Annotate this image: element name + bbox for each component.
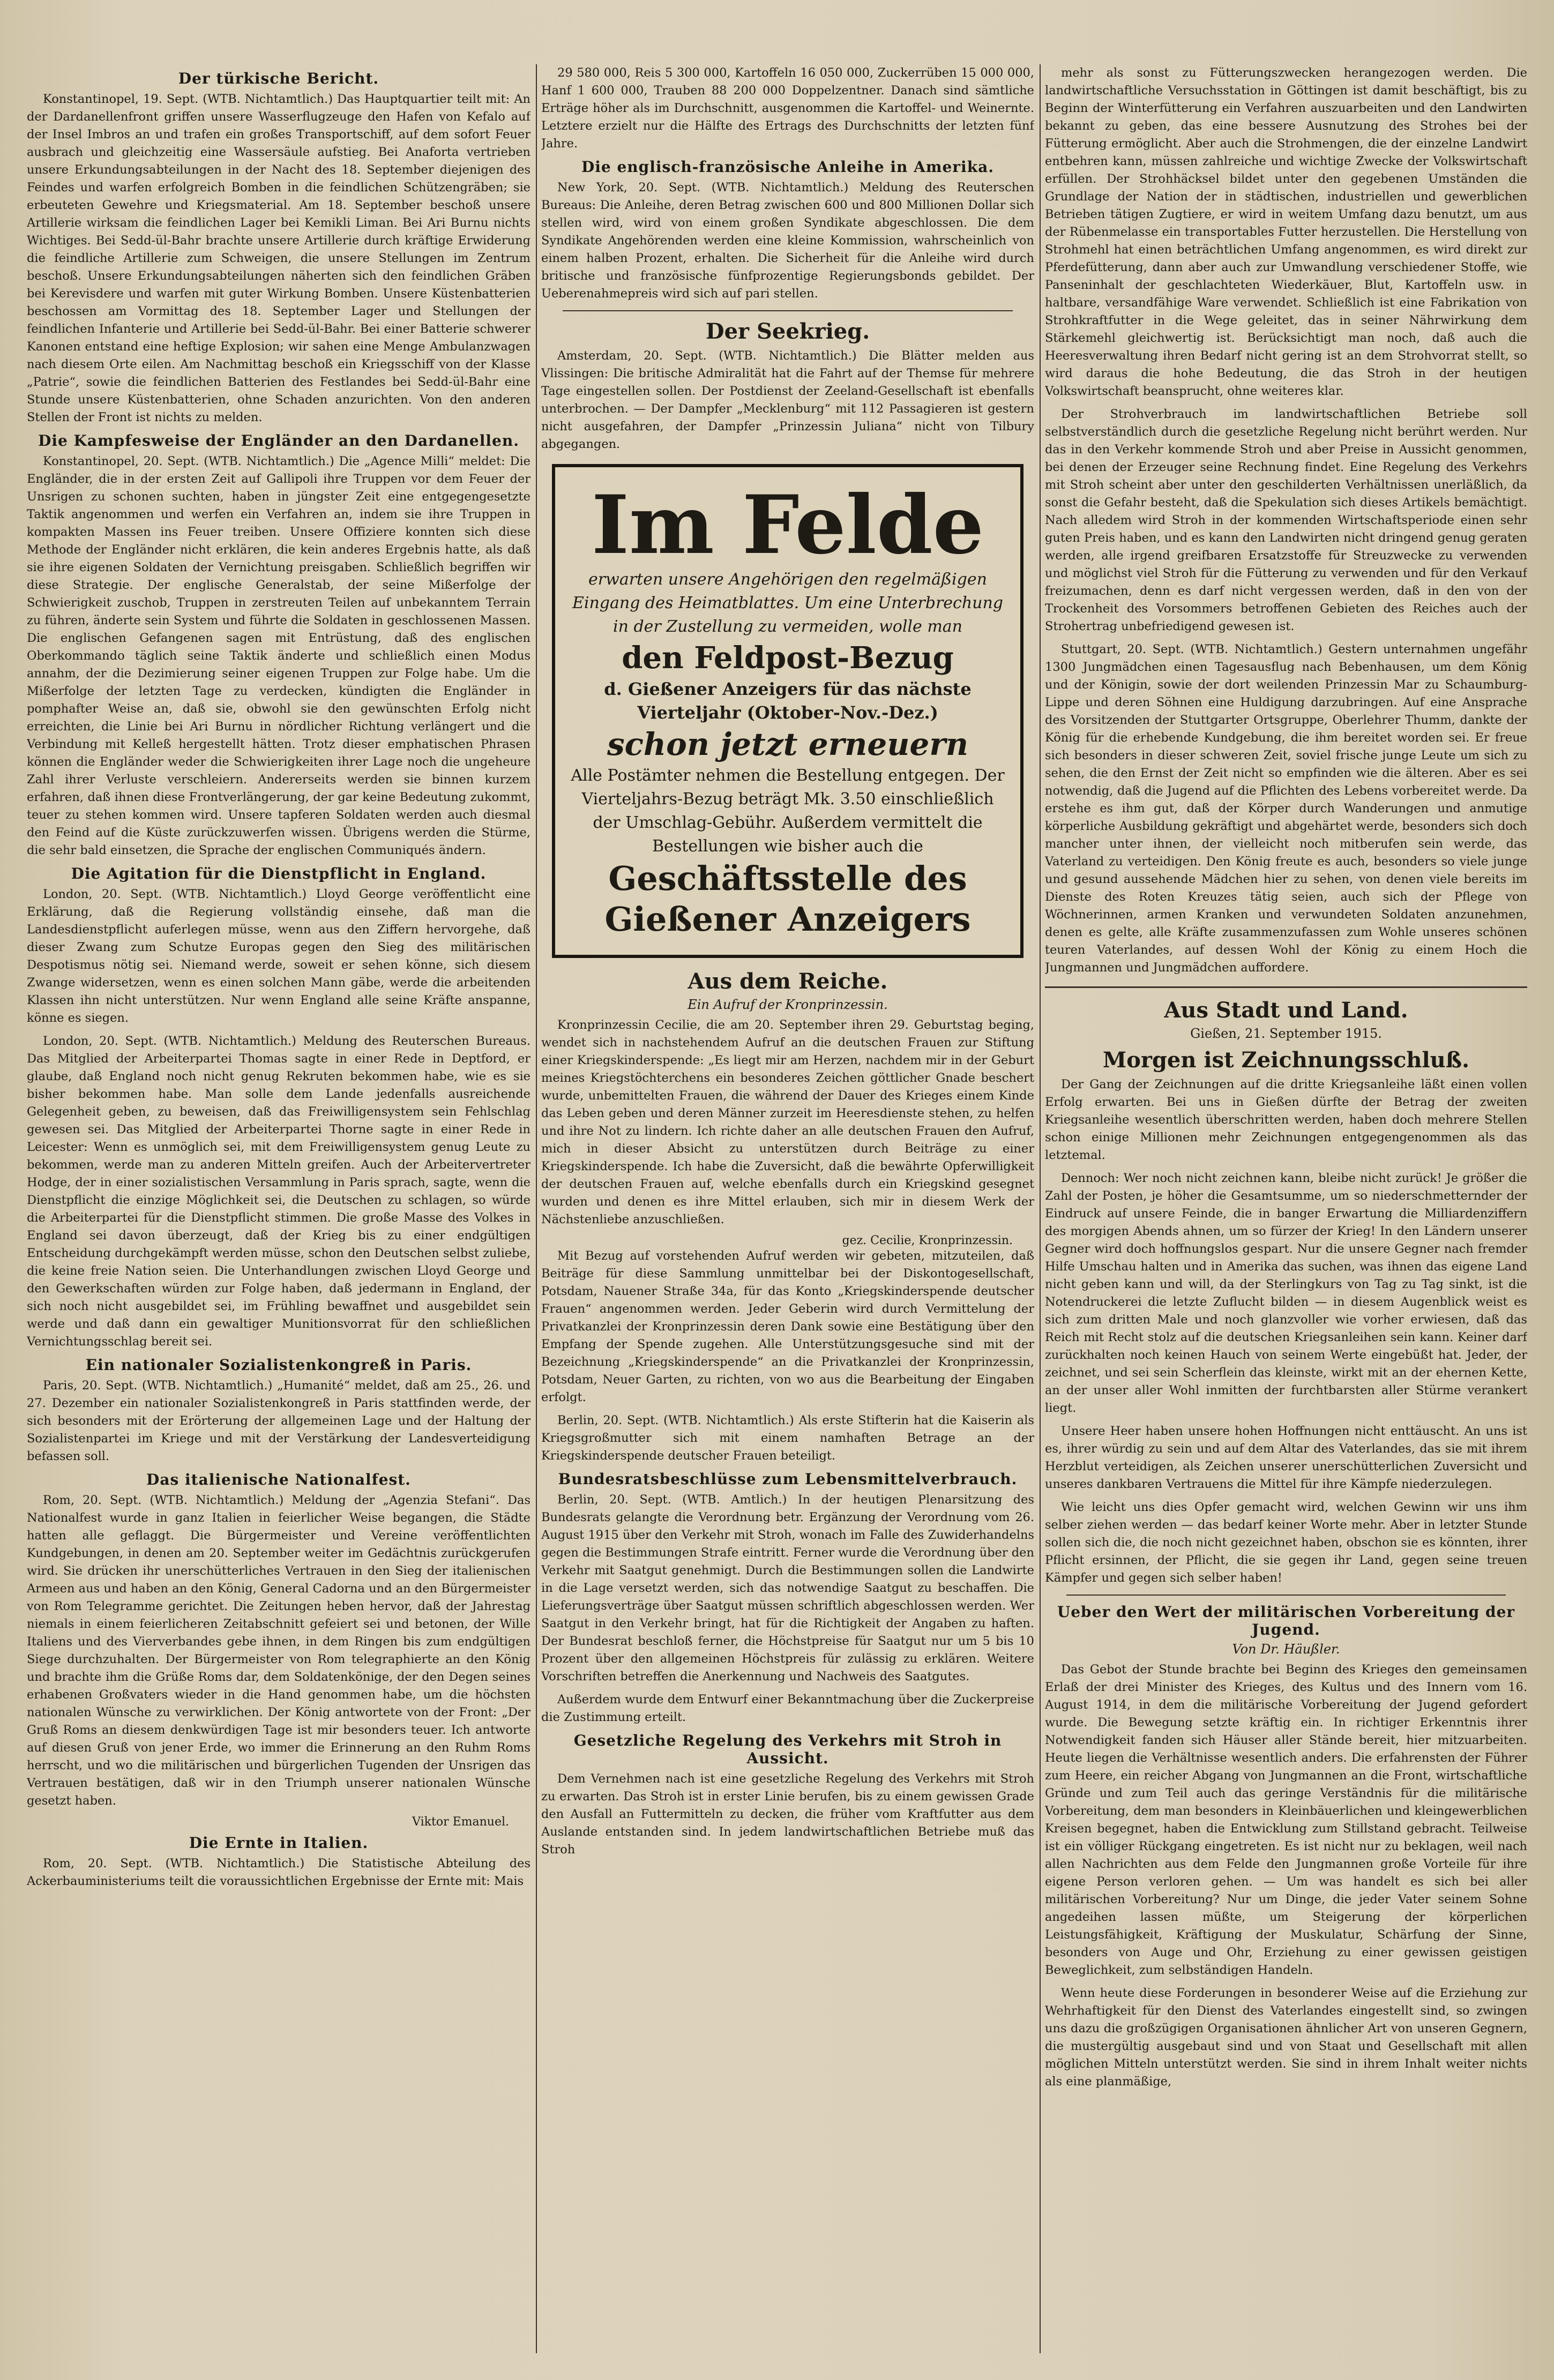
heading-ernte-italien: Die Ernte in Italien. (189, 1834, 369, 1852)
column-rule (1040, 64, 1041, 2353)
heading-vorbereitung-jugend: Ueber den Wert der militärischen Vorbereitung der Jugend. (1057, 1603, 1515, 1638)
ad-text: erwarten unsere Angehörigen den regelmäßigen Eingang des Heimatblattes. Um eine Unterbrechung in der Zustellung zu vermeiden, wolle man (572, 570, 1004, 636)
article-text: London, 20. Sept. (WTB. Nichtamtlich.) Meldung des Reuterschen Bureaus. Das Mitglied der Arbeiterpartei Thomas sagte in einer Rede in Deptford, er glaube, daß England noch nicht genug Rekruten bekommen habe, wie es sie bisher bekommen habe. Man solle dem Lande jedenfalls ausreichende Gelegenheit geben, zu beweisen, daß das Freiwilligensystem sein Fehlschlag gewesen sei. Das Mitglied der Arbeiterpartei Thorne sagte in einer Rede in Leicester: Wenn es unmöglich sei, mit dem Freiwilligensystem genug Leute zu bekommen, werde man zu anderen Mitteln greifen. Auch der Arbeitervertreter Hodge, der in einer sozialistischen Versammlung in Paris sprach, sagte, wenn die Dienstpflicht die einzige Möglichkeit sei, die Deutschen zu schlagen, so würde die Arbeiterpartei für die Dienstpflicht stimmen. Die große Masse des Volkes in England sei davon überzeugt, daß der Krieg bis zu einer endgültigen Entscheidung durchgekämpft werden müsse, schon den Deutschen selbst zuliebe, die keine freie Nation seien. Die Unterhandlungen zwischen Lloyd George und den Gewerkschaften würden zur Folge haben, daß jedermann in England, der sich noch nicht ausgebildet sei, im Frühling bewaffnet und ausgebildet sein werde und daß dann ein gewaltiger Munitionsvorrat für den schließlichen Vernichtungsschlag bereit sei. (27, 1034, 531, 1349)
heading-sozialistenkongress: Ein nationaler Sozialistenkongreß in Paris. (85, 1356, 472, 1374)
article-text: Stuttgart, 20. Sept. (WTB. Nichtamtlich.) Gestern unternahmen ungefähr 1300 Jungmädchen einen Tagesausflug nach Bebenhausen, um dem König und der Königin, sowie der dort weilenden Prinzessin Mar zu Schaumburg-Lippe und deren Söhnen eine Huldigung darzubringen. Auf eine Ansprache des Vorsitzenden der Stuttgarter Ortsgruppe, Oberlehrer Thumm, dankte der König für die erhebende Kundgebung, die ihm bereitet worden sei. Er freue sich besonders in dieser schweren Zeit, soviel frische junge Leute um sich zu sehen, die den Ernst der Zeit nicht so empfinden wie die älteren. Aber es sei notwendig, daß die Jugend auf die Pflichten des Lebens vorbereitet werde. Da erstehe es ihm gut, daß der Körper durch Wanderungen und anmutige körperliche Ausbildung gekräftigt und abgehärtet werde, besonders sich doch mancher unter ihnen, der vielleicht noch mitberufen sein werde, das Vaterland zu verteidigen. Den König freute es auch, besonders so viele junge und gesund aussehende Mädchen hier zu sehen, von denen viele bereits im Dienste des Roten Kreuzes tätig seien, auch sich der Pflege von Wöchnerinnen, armen Kranken und verwundeten Soldaten anzunehmen, denen es gelte, alle Kräfte zusammenzufassen zum Wohle unseres schönen teuren Vaterlandes, auf dessen Wohl der König zu einem Hoch die Jungmannen und Jungmädchen auffordere. (1045, 642, 1527, 975)
article-text: Wie leicht uns dies Opfer gemacht wird, welchen Gewinn wir uns ihm selber ziehen werden — das bedarf keiner Worte mehr. Aber in letzter Stunde sollen sich die, die noch nicht gezeichnet haben, obschon sie es könnten, ihrer Pflicht ersinnen, der Pflicht, die sie gegen ihr Land, gegen seine treuen Kämpfer und gegen sich selber haben! (1045, 1500, 1527, 1585)
byline: Von Dr. Häußler. (1232, 1642, 1340, 1657)
signature: Viktor Emanuel. (412, 1815, 509, 1829)
ad-erneuern: schon jetzt erneuern (607, 726, 969, 762)
article-text: Das Gebot der Stunde brachte bei Beginn des Krieges den gemeinsamen Erlaß der drei Minister des Krieges, des Kultus und des Innern vom 16. August 1914, in dem die militärische Vorbereitung der Jugend gefordert wurde. Die Bewegung setzte kräftig ein. In richtiger Erkenntnis ihrer Notwendigkeit fanden sich Häuser aller Stände bereit, hier mitzuarbeiten. Heute liegen die Verhältnisse wesentlich anders. Die erfahrensten der Führer zum Heere, ein reicher Abgang von Jungmannen an die Front, wirtschaftliche Gründe und zum Teil auch das geringe Verständnis für die militärische Vorbereitung, dem man besonders in Kleinbäuerlichen und kleingewerblichen Kreisen begegnet, haben die Entwicklung zum Stillstand gebracht. Teilweise ist ein völliger Rückgang eingetreten. Es ist nicht nur zu beklagen, weil nach allen Nachrichten aus dem Felde den Jungmannen große Vorteile für ihre eigene Person verloren gehen. — Um was handelt es sich bei aller militärischen Vorbereitung? Nur um Dinge, die jeder Vater seinem Sohne angedeihen lassen müßte, um Steigerung der körperlichen Leistungsfähigkeit, Kräftigung der Muskulatur, Schärfung der Sinne, besonders von Auge und Ohr, Erziehung zu einer gewissen geistigen Beweglichkeit, zum selbständigen Handeln. (1045, 1663, 1527, 1977)
column-1 (27, 64, 531, 2353)
heading-stroh: Gesetzliche Regelung des Verkehrs mit Stroh in Aussicht. (573, 1732, 1002, 1767)
heading-bundesrat: Bundesratsbeschlüsse zum Lebensmittelverbrauch. (558, 1470, 1018, 1488)
heading-stadt-und-land: Aus Stadt und Land. (1164, 998, 1408, 1023)
column-2 (541, 64, 1034, 2353)
article-text: Mit Bezug auf vorstehenden Aufruf werden wir gebeten, mitzuteilen, daß Beiträge für diese Sammlung unmittelbar bei der Diskontogesellschaft, Potsdam, Nauener Straße 34a, für das Konto „Kriegskinderspende deutscher Frauen“ angenommen werden. Jeder Geberin wird durch Vermittelung der Privatkanzlei der Kronprinzessin deren Dank sowie eine Bestätigung über den Empfang der Spende zugehen. Alle Unterstützungsgesuche sind mit der Bezeichnung „Kriegskinderspende“ an die Privatkanzlei der Kronprinzessin, Potsdam, Neuer Garten, zu richten, von wo aus die Bearbeitung der Eingaben erfolgt. (541, 1249, 1034, 1404)
column-3 (1045, 64, 1527, 2353)
heading-anleihe-amerika: Die englisch-französische Anleihe in Amerika. (581, 158, 994, 176)
article-text: Der Gang der Zeichnungen auf die dritte Kriegsanleihe läßt einen vollen Erfolg erwarten. Bei uns in Gießen dürfte der Betrag der zweiten Kriegsanleihe wesentlich überschritten werden, haben doch mehrere Stellen schon einige Millionen mehr Zeichnungen entgegengenommen als das letztemal. (1045, 1077, 1527, 1162)
signature: gez. Cecilie, Kronprinzessin. (842, 1234, 1013, 1247)
article-text: Dem Vernehmen nach ist eine gesetzliche Regelung des Verkehrs mit Stroh zu erwarten. Das Stroh ist in erster Linie berufen, bis zu einem gewissen Grade den Ausfall an Futtermitteln zu decken, die früher vom Kraftfutter aus dem Auslande entstanden sind. In jedem landwirtschaftlichen Betriebe muß das Stroh (541, 1772, 1034, 1857)
article-text: Amsterdam, 20. Sept. (WTB. Nichtamtlich.) Die Blätter melden aus Vlissingen: Die britische Admiralität hat die Fahrt auf der Themse für mehrere Tage eingestellen sollen. Der Postdienst der Zeeland-Gesellschaft ist ebenfalls unterbrochen. — Der Dampfer „Mecklenburg“ mit 112 Passagieren ist gestern nicht ausgefahren, der Dampfer „Prinzessin Juliana“ nicht von Tilbury abgegangen. (541, 349, 1034, 451)
article-text: Konstantinopel, 19. Sept. (WTB. Nichtamtlich.) Das Hauptquartier teilt mit: An der Dardanellenfront griffen unsere Wasserflugzeuge den Hafen von Kefalo auf der Insel Imbros an und trafen ein großes Transportschiff, auf dem sofort Feuer ausbrach und gleichzeitig eine Wassersäule aufstieg. Bei Anaforta vertrieben unsere Erkundungsabteilungen in der Nacht des 18. September diejenigen des Feindes und warfen erfolgreich Bomben in die feindlichen Schützengräben; sie erbeuteten Gewehre und Kriegsmaterial. Am 18. September beschoß unsere Artillerie wirksam die feindlichen Lager bei Kemikli Liman. Bei Ari Burnu nichts Wichtiges. Bei Sedd-ül-Bahr brachte unsere Artillerie durch kräftige Erwiderung die feindliche Artillerie zum Schweigen, die unsere Stellungen im Zentrum beschoß. Unsere Erkundungsabteilungen näherten sich den feindlichen Gräben bei Kerevisdere und warfen mit guter Wirkung Bomben. Unsere Küstenbatterien beschossen am Vormittag des 18. September Lager und Stellungen der feindlichen Infanterie und Artillerie bei Sedd-ül-Bahr. Bei einer Batterie schwerer Kanonen entstand eine heftige Explosion; wir sahen eine Menge Ambulanzwagen nach diesem Orte eilen. Am Nachmittag beschoß ein Kriegsschiff von der Klasse „Patrie“, sowie die feindlichen Batterien des Festlandes bei Sedd-ül-Bahr eine Stunde unsere Küstenbatterien, ohne Schaden anzurichten. Von den anderen Stellen der Front ist nichts zu melden. (27, 92, 531, 424)
heading-aus-dem-reiche: Aus dem Reiche. (688, 969, 888, 994)
divider (1066, 1595, 1506, 1596)
ad-headline: Im Felde (591, 478, 984, 572)
ad-feldpost-bezug: den Feldpost-Bezug (622, 640, 954, 676)
article-text: Unsere Heer haben unsere hohen Hoffnungen nicht enttäuscht. An uns ist es, ihrer würdig zu sein und auf dem Altar des Vaterlandes, das sie mit ihrem Herzblut verteidigen, als Zeichen unserer unerschütterlichen Zuversicht und unseres dankbaren Vertrauens die Mittel für ihre Kämpfe niederzulegen. (1045, 1424, 1527, 1491)
article-text: Kronprinzessin Cecilie, die am 20. September ihren 29. Geburtstag beging, wendet sich in nachstehendem Aufruf an die deutschen Frauen zur Stiftung einer Kriegskinderspende: „Es liegt mir am Herzen, nachdem mir in der Geburt meines Kriegstöchterchens ein besonderes Zeichen göttlicher Gnade beschert wurde, unbemittelten Frauen, die während der Dauer des Krieges einem Kinde das Leben geben und deren Männer zurzeit im Heeresdienste stehen, zu helfen und ihre Not zu lindern. Ich richte daher an alle deutschen Frauen den Aufruf, mich in dieser Absicht zu unterstützen durch Beiträge zu einer Kriegskinderspende. Ich habe die Zuversicht, daß die bewährte Opferwilligkeit der deutschen Frauen auf, welche ebenfalls durch ein Kriegskind gesegnet wurden und denen es ihre Mittel erlauben, sich mir in diesem Werk der Nächstenliebe anzuschließen. (541, 1018, 1034, 1226)
heading-tuerkischer-bericht: Der türkische Bericht. (178, 70, 379, 87)
article-text: Konstantinopel, 20. Sept. (WTB. Nichtamtlich.) Die „Agence Milli“ meldet: Die Engländer, die in der ersten Zeit auf Gallipoli ihre Truppen vor dem Feuer der Unsrigen zu schonen suchten, haben in jüngster Zeit eine entgegengesetzte Taktik angenommen und werfen ein Verfahren an, indem sie ihre Truppen in kompakten Massen ins Feuer treiben. Unsere Offiziere konnten sich diese Methode der Engländer nicht erklären, die kein anderes Ergebnis hatte, als daß sie ihre eigenen Soldaten der Vernichtung preisgaben. Schließlich begriffen wir diese Strategie. Der englische Generalstab, der seine Mißerfolge der Schwierigkeit zuschob, Truppen in zerstreuten Teilen auf unbekanntem Terrain zu führen, änderte sein System und führte die Soldaten in geschlossenen Massen. Die englischen Gefangenen sagen mit Entrüstung, daß des englischen Oberkommando täglich seine Taktik änderte und schließlich einen Modus annahm, der die Dezimierung seiner eigenen Truppen zur Folge habe. Um die Mißerfolge der letzten Tage zu verdecken, kündigten die Engländer in pomphafter Weise an, daß sie, obwohl sie den gewünschten Erfolg nicht erreichten, die Linie bei Ari Burnu in nördlicher Richtung verlängert und die Verbindung mit Kelleß hergestellt hätten. Trotz dieser emphatischen Phrasen können die Engländer weder die Schwierigkeiten ihrer Lage noch die ungeheure Zahl ihrer Verluste verschleiern. Andererseits werden sie binnen kurzem erfahren, daß ihnen diese Frontverlängerung, der gar keine Bedeutung zukommt, teuer zu stehen kommen wird. Unsere tapferen Soldaten werden auch diesmal den Feind auf die Küste zurückzuwerfen wissen. Übrigens werden die Stürme, die sehr bald einsetzen, die Sprache der englischen Communiqués ändern. (27, 454, 531, 857)
article-text: 29 580 000, Reis 5 300 000, Kartoffeln 16 050 000, Zuckerrüben 15 000 000, Hanf 1 600 000, Trauben 88 200 000 Doppelzentner. Danach sind sämtliche Erträge höher als im Durchschnitt, ausgenommen die Kartoffel- und Weinernte. Letztere erzielt nur die Hälfte des Ertrags des Durchschnitts der letzten fünf Jahre. (541, 66, 1034, 151)
article-text: London, 20. Sept. (WTB. Nichtamtlich.) Lloyd George veröffentlicht eine Erklärung, daß die Regierung vollständig einsehe, daß man die Landesdienstpflicht auferlegen müsse, wenn aus den Ziffern hervorgehe, daß dieser Zwang zum Schutze Europas gegen den Sieg des militärischen Despotismus nötig sei. Niemand werde, soweit er sehen könne, sich diesem Zwange widersetzen, wenn es einen solchen Mann gäbe, werde die arbeitenden Klassen ihn nicht unterstützen. Nur wenn England alle seine Kräfte anspanne, könne es siegen. (27, 887, 531, 1025)
heading-nationalfest: Das italienische Nationalfest. (146, 1471, 411, 1488)
article-text: Der Strohverbrauch im landwirtschaftlichen Betriebe soll selbstverständlich durch die gesetzliche Regelung nicht berührt werden. Nur das in den Verkehr kommende Stroh und aber Preise in Aussicht genommen, bei denen der Erzeuger seine Rechnung findet. Eine Regelung des Verkehrs mit Stroh scheint aber unter den geschilderten Verhältnissen unerläßlich, da sonst die Gefahr besteht, daß die Spekulation sich dieses Artikels bemächtigt. Nach alledem wird Stroh in der kommenden Wirtschaftsperiode einen sehr guten Preis haben, und es kann den Landwirten nicht dringend genug geraten werden, alle irgend greifbaren Ersatzstoffe für Streuzwecke zu verwenden und möglichst viel Stroh für die Fütterung zu verwenden und für den Verkauf freizumachen, denn es darf nicht vergessen werden, daß in den von der Trockenheit des Vorsommers betroffenen Gebieten des Reiches auch der Strohertrag unbefriedigend gewesen ist. (1045, 407, 1527, 633)
advertisement-feldpost (552, 464, 1023, 958)
article-text: Berlin, 20. Sept. (WTB. Amtlich.) In der heutigen Plenarsitzung des Bundesrats gelangte die Verordnung betr. Ergänzung der Verordnung vom 26. August 1915 über den Verkehr mit Stroh, wonach im Falle des Zuwiderhandelns gegen die Bestimmungen Strafe eintritt. Ferner wurde die Verordnung über den Verkehr mit Saatgut genehmigt. Durch die Bestimmungen sollen die Landwirte in die Lage versetzt werden, sich das notwendige Saatgut zu beschaffen. Die Lieferungsverträge über Saatgut müssen schriftlich abgeschlossen werden. Wer Saatgut in den Verkehr bringt, hat für die Richtigkeit der Angaben zu haften. Der Bundesrat beschloß ferner, die Höchstpreise für Saatgut nur um 5 bis 10 Prozent über den allgemeinen Höchstpreis für zulässig zu erklären. Weitere Vorschriften betreffen die Anerkennung und Nachweis des Saatgutes. (541, 1493, 1034, 1683)
divider (563, 310, 1013, 311)
heading-kampfesweise: Die Kampfesweise der Engländer an den Dardanellen. (38, 432, 519, 450)
divider (1045, 986, 1527, 988)
ad-geschaeftsstelle: Geschäftsstelle des Gießener Anzeigers (604, 859, 971, 939)
ad-text: d. Gießener Anzeigers für das nächste Vierteljahr (Oktober-Nov.-Dez.) (604, 679, 972, 723)
article-text: New York, 20. Sept. (WTB. Nichtamtlich.) Meldung des Reuterschen Bureaus: Die Anleihe, deren Betrag zwischen 600 und 800 Millionen Dollar sich stellen wird, wird von einem großen Syndikate abgeschlossen. Die dem Syndikate Angehörenden werden eine kleine Kommission, wahrscheinlich von einem halben Prozent, erhalten. Die Sicherheit für die Anleihe wird durch britische und französische fünfprozentige Regierungsbonds gebildet. Der Ueberenahmepreis wird sich auf pari stellen. (541, 181, 1034, 301)
subheading-aufruf: Ein Aufruf der Kronprinzessin. (688, 997, 888, 1012)
article-text: Rom, 20. Sept. (WTB. Nichtamtlich.) Die Statistische Abteilung des Ackerbauministeriums teilt die voraussichtlichen Ergebnisse der Ernte mit: Mais (27, 1857, 531, 1888)
article-text: Dennoch: Wer noch nicht zeichnen kann, bleibe nicht zurück! Je größer die Zahl der Posten, je höher die Gesamtsumme, um so niederschmetternder der Eindruck auf unsere Feinde, die in banger Erwartung die Milliardenziffern des morgigen Abends ahnen, um so fürzer der Krieg! In den Ländern unserer Gegner wird doch hoffnungslos gespart. Nur die unsere Gegner nach fremder Hilfe Umschau halten und in Amerika das suchen, was ihnen das eigene Land nicht geben kann und will, da der Sterlingkurs von Tag zu Tag sinkt, ist die Notendruckerei die letzte Zuflucht bilden — in diesem Augenblick weist es sich zum dritten Male und noch glanzvoller wie vorher erwiesen, daß das Reich mit Recht stolz auf die deutschen Kriegsanleihen sein kann. Keiner darf zurückhalten noch keinen Hauch von seinem Werte eingebüßt hat. Jeder, der zeichnet, und sei sein Scherflein das kleinste, wirkt mit an der ehernen Kette, an der unser aller Wohl inmitten der furchtbarsten aller Stürme verankert liegt. (1045, 1171, 1527, 1415)
heading-seekrieg: Der Seekrieg. (705, 319, 870, 344)
columns (27, 64, 1527, 2353)
article-text: Rom, 20. Sept. (WTB. Nichtamtlich.) Meldung der „Agenzia Stefani“. Das Nationalfest wurde in ganz Italien in feierlicher Weise begangen, die Städte hatten alle geflaggt. Die Bürgermeister und Vereine veröffentlichten Kundgebungen, in denen am 20. September weiter im Gedächtnis zurückgerufen wird. Sie drücken ihr unerschütterliches Vertrauen in den Sieg der italienischen Armeen aus und haben an den König, General Cadorna und an den Bürgermeister von Rom Telegramme gerichtet. Die Zeitungen heben hervor, daß der Jahrestag niemals in einem feierlicheren Zeitabschnitt gefeiert sei und betonen, der Wille Italiens und des Vierverbandes gebe ihnen, in dem Ringen bis zum endgültigen Siege durchzuhalten. Der Bürgermeister von Rom telegraphierte an den König und brachte ihm die Grüße Roms dar, dem Soldatenkönige, der den Degen seines erhabenen Großvaters wieder in die Hand genommen habe, um die höchsten nationalen Wünsche zu verwirklichen. Der König antwortete von der Front: „Der Gruß Roms an diesem denkwürdigen Tage ist mir besonders teuer. Ich antworte auf diesen Gruß von jener Erde, wo immer die Erinnerung an den Ruhm Roms herrscht, und wo die militärischen und bürgerlichen Tugenden der Unsrigen das Vertrauen bestätigen, daß wir in den Triumph unserer nationalen Wünsche gesetzt haben. (27, 1493, 531, 1808)
article-text: Außerdem wurde dem Entwurf einer Bekanntmachung über die Zuckerpreise die Zustimmung erteilt. (541, 1693, 1034, 1724)
heading-zeichnungsschluss: Morgen ist Zeichnungsschluß. (1102, 1047, 1470, 1073)
article-text: Wenn heute diese Forderungen in besonderer Weise auf die Erziehung zur Wehrhaftigkeit für den Dienst des Vaterlandes eingestellt sind, so zwingen uns dazu die großzügigen Organisationen ähnlicher Art von unseren Gegnern, die mustergültig ausgebaut sind und von Staat und Gesellschaft mit allen möglichen Mitteln unterstützt werden. Sie sind in ihrem Inhalt weiter nichts als eine planmäßige, (1045, 1986, 1527, 2089)
heading-dienstpflicht: Die Agitation für die Dienstpflicht in England. (71, 865, 487, 882)
dateline: Gießen, 21. September 1915. (1190, 1026, 1382, 1041)
column-rule (536, 64, 537, 2353)
article-text: Paris, 20. Sept. (WTB. Nichtamtlich.) „Humanité“ meldet, daß am 25., 26. und 27. Dezember ein nationaler Sozialistenkongreß in Paris stattfinden werde, der sich besonders mit der Erörterung der allgemeinen Lage und der Haltung der Sozialistenpartei im Kriege und mit der Verstärkung der Landesverteidigung befassen soll. (27, 1379, 531, 1463)
article-text: mehr als sonst zu Fütterungszwecken herangezogen werden. Die landwirtschaftliche Versuchsstation in Göttingen ist damit beschäftigt, bis zu Beginn der Winterfütterung ein Verfahren auszuarbeiten und den Landwirten bekannt zu geben, das eine bessere Ausnutzung des Strohes bei der Fütterung ermöglicht. Aber auch die Strohmengen, die der einzelne Landwirt entbehren kann, müssen zahlreiche und wichtige Zwecke der Volkswirtschaft erfüllen. Der Strohhäcksel bildet unter den gegebenen Umständen die Grundlage der Nation der in städtischen, industriellen und gewerblichen Betrieben tätigen Zugtiere, er wird in weitem Umfang dazu benutzt, um aus der Rübenmelasse ein transportables Futter herzustellen. Die Herstellung von Strohmehl hat einen beträchtlichen Umfang angenommen, es wird direkt zur Pferdefütterung, dann aber auch zur Umwandlung verschiedener Stoffe, wie Panseninhalt der geschlachteten Wiederkäuer, Blut, Kartoffeln usw. in haltbare, versandfähige Ware verwendet. Schließlich ist eine Fabrikation von Strohkraftfutter in die Wege geleitet, das in seiner Nährwirkung dem Stärkemehl gleichwertig ist. Berücksichtigt man noch, daß auch die Heeresverwaltung ihren Bedarf nicht gering ist an dem Strohvorrat stellt, so wird daraus die hohe Bedeutung, die das Stroh in der heutigen Volkswirtschaft beansprucht, ohne weiteres klar. (1045, 66, 1527, 398)
article-text: Berlin, 20. Sept. (WTB. Nichtamtlich.) Als erste Stifterin hat die Kaiserin als Kriegsgroßmutter sich mit einem namhaften Betrage an der Kriegskinderspende deutscher Frauen beteiligt. (541, 1413, 1034, 1463)
ad-text: Alle Postämter nehmen die Bestellung entgegen. Der Vierteljahrs-Bezug beträgt Mk. 3.50 einschließlich der Umschlag-Gebühr. Außerdem vermittelt die Bestellungen wie bisher auch die (571, 766, 1005, 856)
